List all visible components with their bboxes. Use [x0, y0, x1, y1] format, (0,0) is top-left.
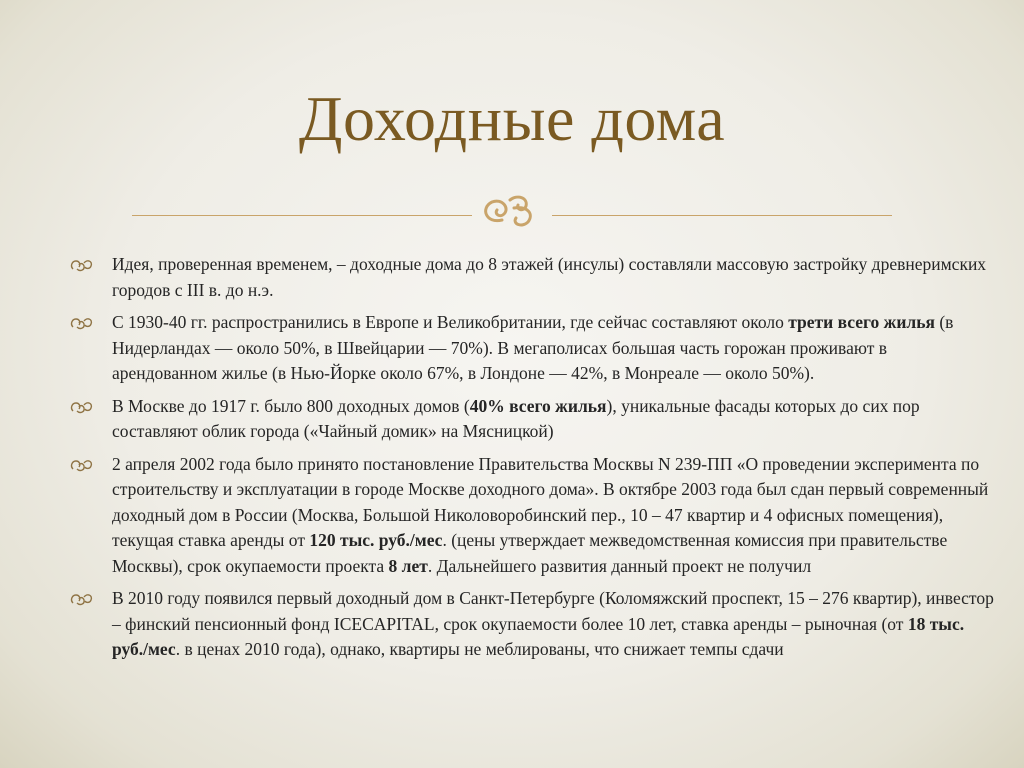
chain-link-ornament-icon — [70, 457, 94, 473]
slide-title: Доходные дома — [298, 83, 726, 154]
bullet-emphasis: трети всего жилья — [788, 312, 935, 332]
bullet-text: В 2010 году появился первый доходный дом в Санкт-Петербурге (Коломяжский проспект, 15 – 276 квартир), инвестор – финский пенсионный фонд ICECAPITAL, срок окупаемости более 10 лет, ставка аренды – рыночная (от — [112, 588, 994, 634]
bullet-text: . в ценах 2010 года), однако, квартиры не меблированы, что снижает темпы сдачи — [175, 639, 784, 659]
bullet-text: (в Нидерландах — около 50%, в Швейцарии — 70%). В мегаполисах большая часть горожан проживают в арендованном жилье (в Нью-Йорке около 67%, в Лондоне — 42%, в Монреале — около 50%). — [112, 312, 954, 383]
title-divider — [132, 190, 892, 230]
bullet-text: . Дальнейшего развития данный проект не получил — [427, 555, 812, 576]
bullet-text: 2 апреля 2002 года было принято постановление Правительства Москвы N 239-ПП «О проведении эксперимента по строительству и эксплуатации в городе Москве доходного дома». В октябре 2003 года был сдан первый современный доходный дом в России (Москва, Большой Николоворобинский пер., 10 – 47 квартир и 4 офисных помещения), текущая ставка аренды от — [112, 453, 989, 550]
list-item — [70, 586, 996, 663]
bullet-text: . (цены утверждает межведомственная комиссия при правительстве Москвы), срок окупаемости проекта — [112, 530, 948, 576]
bullet-text: В Москве до 1917 г. было 800 доходных домов ( — [112, 395, 470, 416]
chain-link-ornament-icon — [70, 591, 94, 607]
bullet-text: С 1930-40 гг. распространились в Европе и Великобритании, где сейчас составляют около — [112, 312, 789, 332]
chain-link-ornament-icon — [70, 399, 94, 415]
list-item — [70, 252, 996, 303]
ornament-icon — [472, 190, 552, 230]
list-item — [70, 394, 996, 445]
list-item — [70, 452, 996, 580]
divider-line-left — [132, 215, 472, 216]
bullet-emphasis: 18 тыс. руб./мес — [112, 613, 965, 659]
bullet-text: Идея, проверенная временем, – доходные дома до 8 этажей (инсулы) составляли массовую застройку древнеримских городов с III в. до н.э. — [112, 254, 987, 300]
bullet-emphasis: 40% всего жилья — [469, 395, 607, 416]
divider-line-right — [552, 215, 892, 216]
bullet-emphasis: 120 тыс. руб./мес — [309, 530, 443, 550]
chain-link-ornament-icon — [70, 315, 94, 331]
bullet-emphasis: 8 лет — [388, 555, 428, 576]
bullet-text: ), уникальные фасады которых до сих пор составляют облик города («Чайный домик» на Мясницкой) — [112, 395, 920, 441]
chain-link-ornament-icon — [70, 257, 94, 273]
bullet-list — [70, 252, 996, 670]
list-item — [70, 310, 996, 387]
